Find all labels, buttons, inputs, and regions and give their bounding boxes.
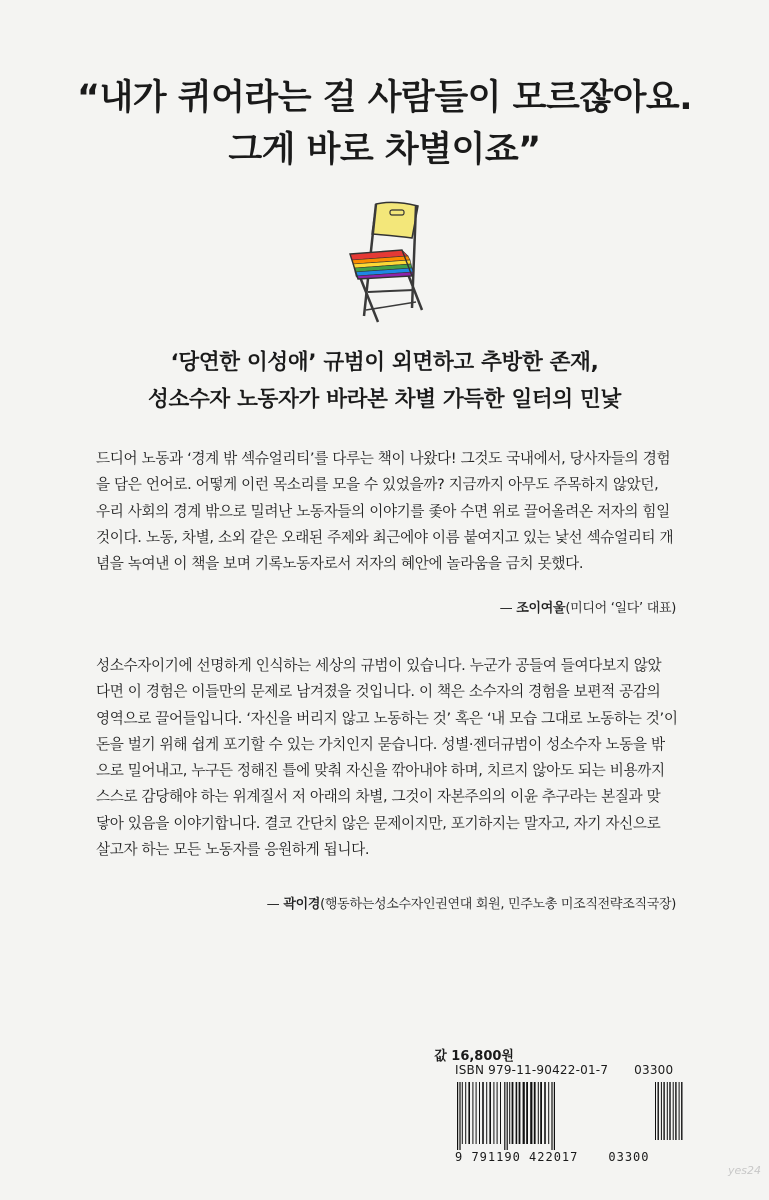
- credit-dash: —: [266, 897, 280, 912]
- isbn-addon: 03300: [634, 1063, 674, 1077]
- barcode-bar: [673, 1082, 674, 1140]
- review2-line: 돈을 벌기 위해 쉽게 포기할 수 있는 가치인지 묻습니다. 성별·젠더규범이 성소수자 노동을 밖: [96, 735, 665, 753]
- barcode-bar: [661, 1082, 662, 1140]
- barcode-bar: [526, 1082, 528, 1144]
- site-watermark: yes24: [727, 1164, 761, 1177]
- barcode-bar: [540, 1082, 542, 1144]
- barcode-bar: [675, 1082, 676, 1140]
- barcode-bar: [476, 1082, 477, 1144]
- barcode-bar: [516, 1082, 518, 1144]
- barcode-bar: [497, 1082, 498, 1144]
- review1-line: 우리 사회의 경계 밖으로 밀려난 노동자들의 이야기를 좇아 수면 위로 끌어올려온 저자의 힘일: [96, 502, 670, 520]
- barcode-bar: [486, 1082, 487, 1144]
- barcode-bar: [468, 1082, 470, 1144]
- barcode-bar: [462, 1082, 463, 1144]
- barcode-bar: [663, 1082, 664, 1140]
- barcode-bar: [681, 1082, 682, 1140]
- barcode-bar: [493, 1082, 494, 1144]
- review1-line: 을 담은 언어로. 어떻게 이런 목소리를 모을 수 있었을까? 지금까지 아무도 주목하지 않았던,: [96, 476, 659, 494]
- barcode-bar: [482, 1082, 484, 1144]
- headline-line-2: 그게 바로 차별이죠”: [228, 130, 541, 170]
- barcode-bar: [472, 1082, 473, 1144]
- barcode-bar: [489, 1082, 491, 1144]
- barcode-bar: [530, 1082, 532, 1144]
- barcode-bar: [534, 1082, 536, 1144]
- barcode-bar: [479, 1082, 480, 1144]
- review-paragraph-1: [96, 446, 676, 577]
- barcode-bar: [679, 1082, 680, 1140]
- review1-line: 념을 녹여낸 이 책을 보며 기록노동자로서 저자의 혜안에 놀라움을 금치 못했다.: [96, 555, 584, 573]
- review2-line: 다면 이 경험은 이들만의 문제로 남겨졌을 것입니다. 이 책은 소수자의 경험을 보편적 공감의: [96, 683, 661, 701]
- subheadline: [0, 344, 769, 418]
- review2-author: 곽이경: [283, 897, 321, 912]
- review2-line: 으로 밀어내고, 누구든 정해진 틀에 맞춰 자신을 깎아내야 하며, 치르지 않아도 되는 비용까지: [96, 762, 665, 780]
- isbn-barcode: [455, 1082, 711, 1150]
- barcode-bar: [655, 1082, 656, 1140]
- rainbow-chair-illustration: [336, 198, 426, 326]
- review2-affiliation: (행동하는성소수자인권연대 회원, 민주노총 미조직전략조직국장): [320, 897, 676, 912]
- barcode-bar: [519, 1082, 521, 1144]
- barcode-bar: [457, 1082, 458, 1150]
- review-paragraph-2: [96, 653, 676, 863]
- barcode-bar: [512, 1082, 514, 1144]
- headline-quote: [0, 72, 769, 176]
- barcode-bar: [669, 1082, 670, 1140]
- barcode-digits: [455, 1150, 711, 1164]
- credit-dash: —: [499, 601, 513, 616]
- review2-line: 살고자 하는 모든 노동자를 응원하게 됩니다.: [96, 841, 370, 859]
- subheadline-line-2: 성소수자 노동자가 바라본 차별 가득한 일터의 민낯: [148, 387, 621, 412]
- barcode-bar: [551, 1082, 552, 1150]
- review2-line: 닿아 있음을 이야기합니다. 결코 간단치 않은 문제이지만, 포기하지는 말자고, 자기 자신으로: [96, 814, 661, 832]
- review1-line: 드디어 노동과 ‘경계 밖 섹슈얼리티’를 다루는 책이 나왔다! 그것도 국내에서, 당사자들의 경험: [96, 450, 671, 467]
- price-label: 값 16,800원: [434, 1049, 514, 1064]
- review2-line: 영역으로 끌어들입니다. ‘자신을 버리지 않고 노동하는 것’ 혹은 ‘내 모습 그대로 노동하는 것’이: [96, 709, 678, 727]
- review2-line: 성소수자이기에 선명하게 인식하는 세상의 규범이 있습니다. 누군가 공들여 들여다보지 않았: [96, 657, 662, 674]
- isbn-label: [455, 1063, 673, 1077]
- review1-affiliation: (미디어 ‘일다’ 대표): [565, 601, 676, 616]
- barcode-bar: [465, 1082, 466, 1144]
- barcode-bar: [548, 1082, 549, 1144]
- barcode-bar: [500, 1082, 501, 1144]
- review1-line: 것이다. 노동, 차별, 소외 같은 오래된 주제와 최근에야 이름 붙여지고 있는 낯선 섹슈얼리티 개: [96, 528, 674, 546]
- headline-line-1: “내가 퀴어라는 걸 사람들이 모르잖아요.: [76, 78, 692, 118]
- barcode-bar: [459, 1082, 460, 1150]
- barcode-bar: [504, 1082, 505, 1150]
- review2-credit: [267, 893, 676, 912]
- isbn-number: ISBN 979-11-90422-01-7: [455, 1063, 609, 1077]
- subheadline-line-1: ‘당연한 이성애’ 규범이 외면하고 추방한 존재,: [170, 350, 599, 375]
- barcode-addon-digits: 03300: [608, 1150, 650, 1164]
- review1-credit: [500, 597, 676, 616]
- review1-author: 조이여울: [516, 601, 566, 616]
- barcode-bar: [509, 1082, 510, 1144]
- barcode-bar: [658, 1082, 659, 1140]
- barcode-bar: [507, 1082, 508, 1150]
- barcode-main-digits: 9 791190 422017: [455, 1150, 579, 1164]
- review2-line: 스스로 감당해야 하는 위계질서 저 아래의 차별, 그것이 자본주의의 이윤 추구라는 본질과 맞: [96, 788, 661, 806]
- barcode-bar: [667, 1082, 668, 1140]
- barcode-bar: [538, 1082, 539, 1144]
- barcode-bar: [554, 1082, 555, 1150]
- barcode-bar: [523, 1082, 525, 1144]
- barcode-bar: [544, 1082, 546, 1144]
